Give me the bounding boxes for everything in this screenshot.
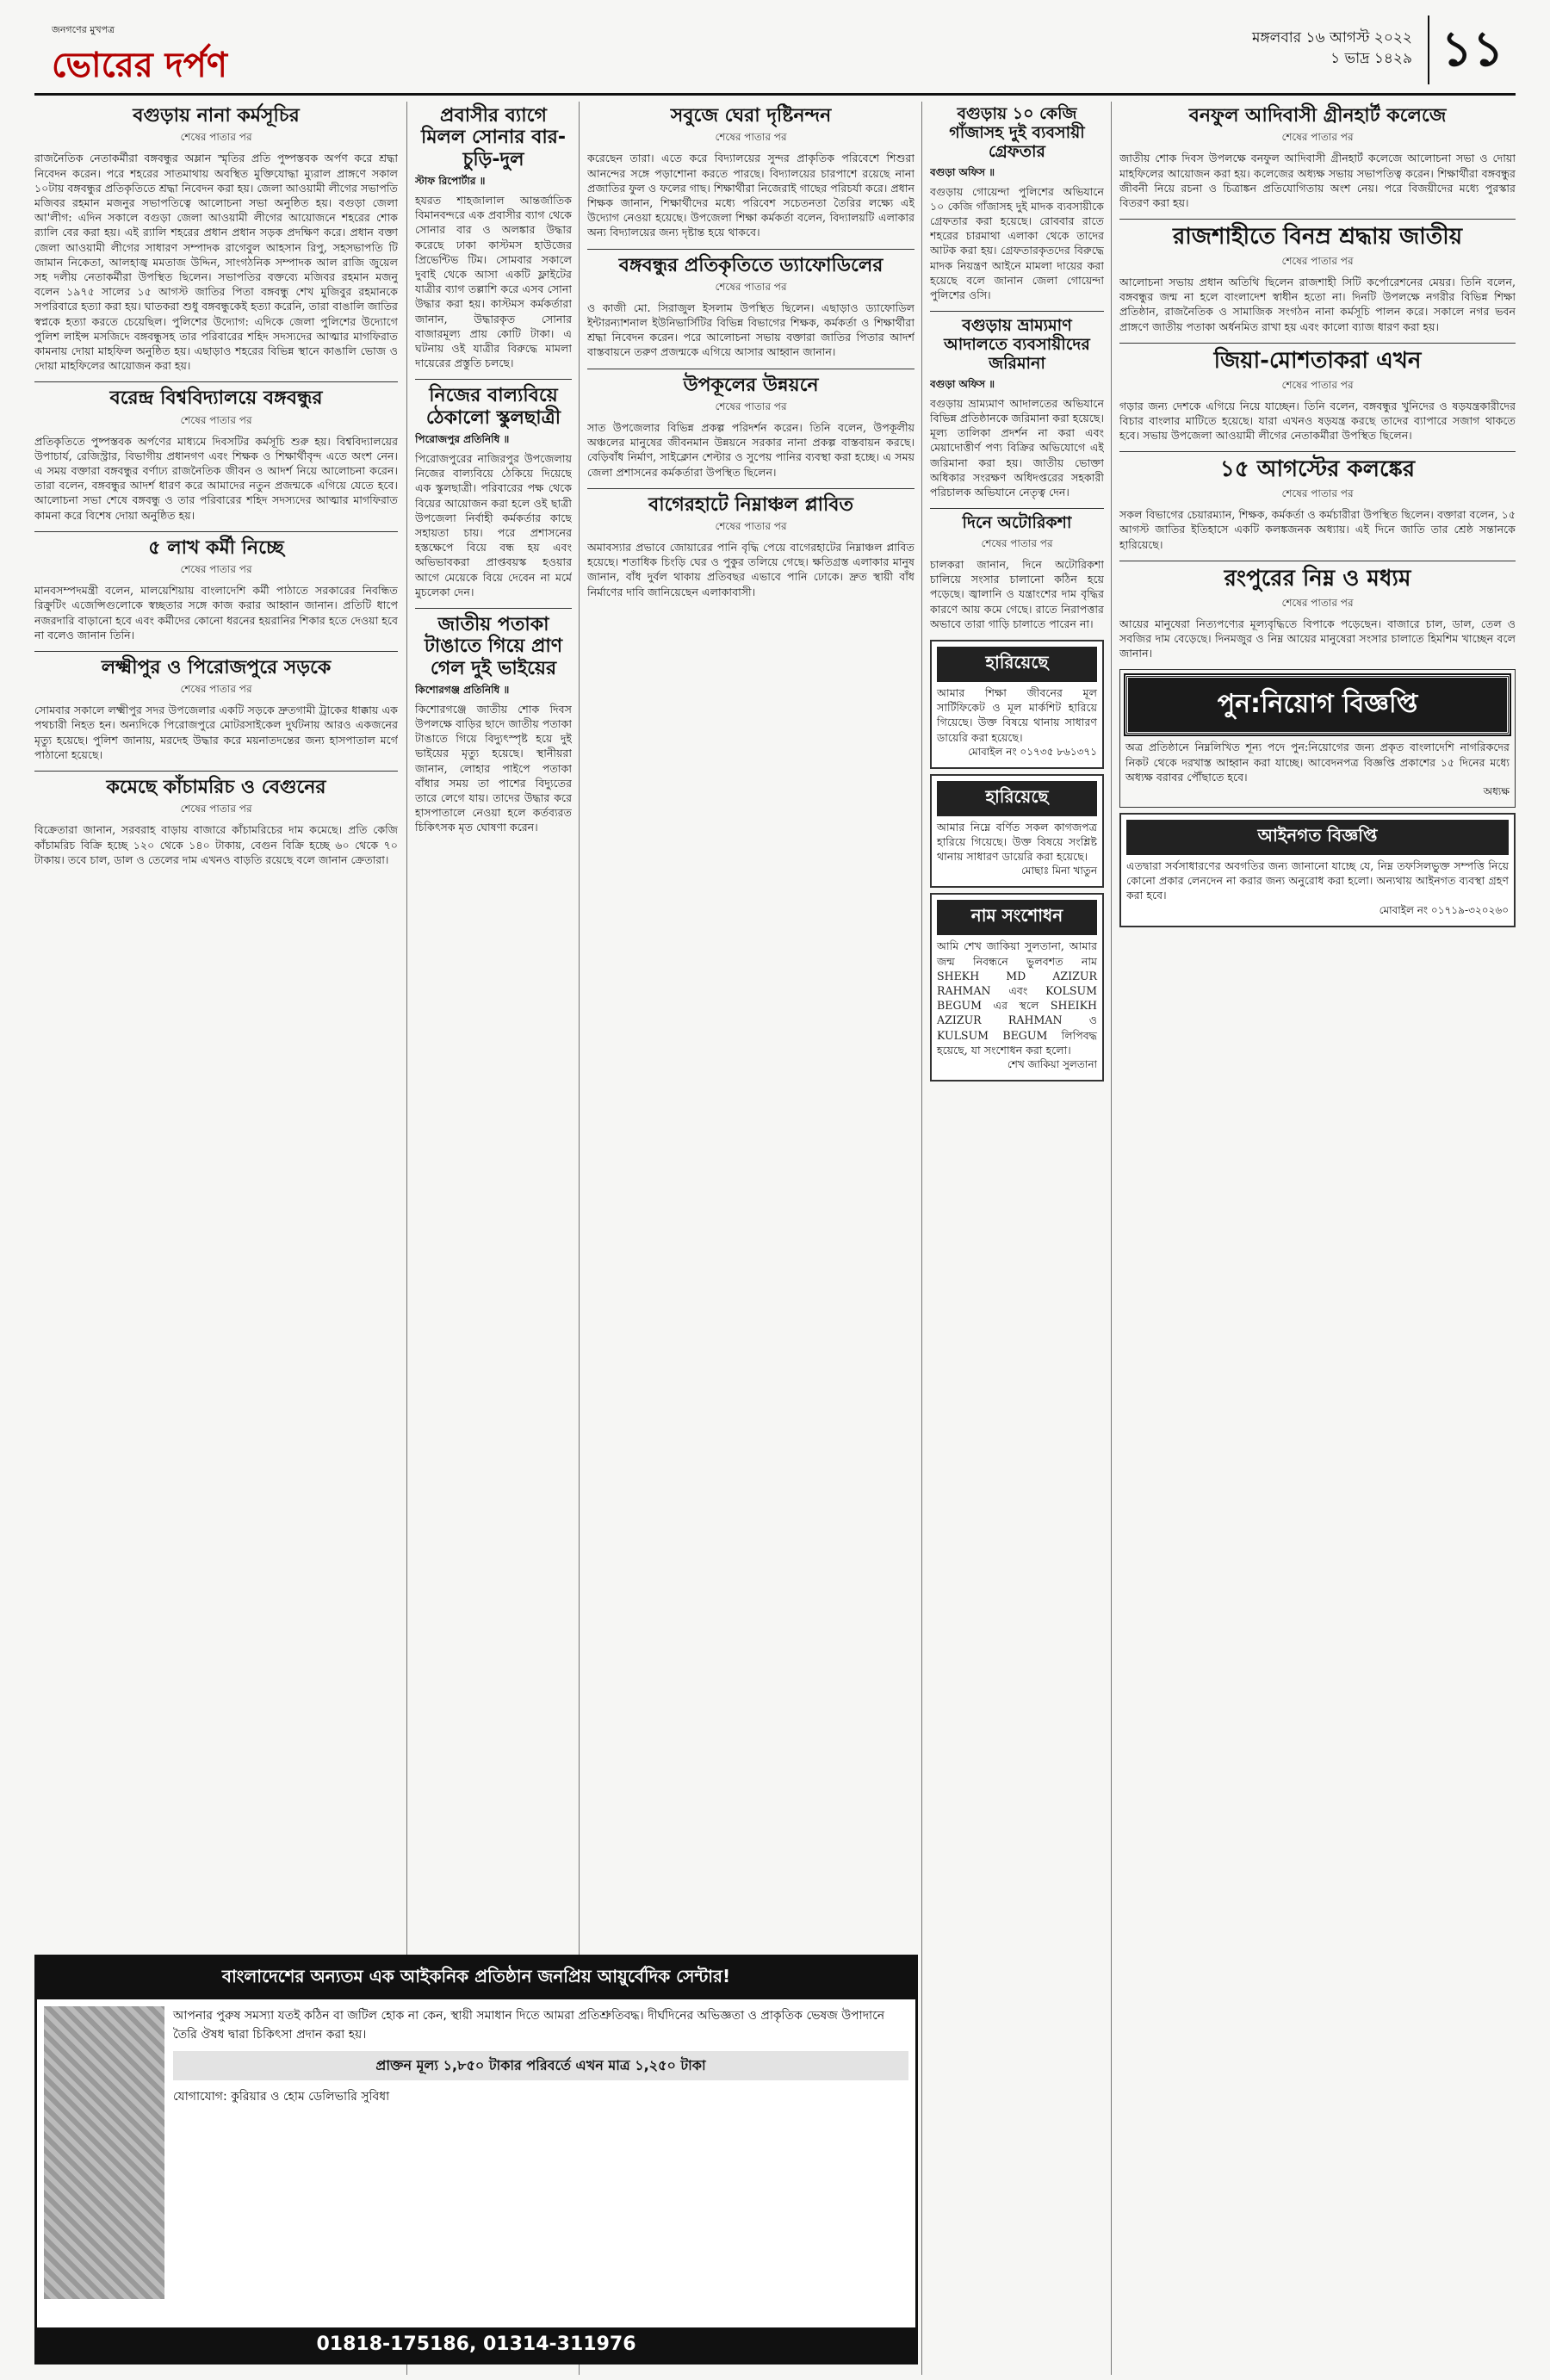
divider	[415, 608, 572, 609]
headline: প্রবাসীর ব্যাগে মিলল সোনার বার-চুড়ি-দুল	[421, 105, 566, 170]
headline: বরেন্দ্র বিশ্ববিদ্যালয়ে বঙ্গবন্ধুর	[109, 387, 323, 410]
logo-tagline: জনগণের মুখপত্র	[52, 24, 115, 35]
story-flag-tragedy	[415, 614, 572, 835]
story-body: মানবসম্পদমন্ত্রী বলেন, মালয়েশিয়ায় বাংলাদেশি কর্মী পাঠাতে সরকারের নিবন্ধিত রিক্রুটিং এজেন্সিগুলোকে স্বচ্ছতার সঙ্গে কাজ করার আহ্বান জানান। প্রতিটি ধাপে নজরদারি বাড়ানো হবে এবং কর্মীদের কোনো ধরনের হয়রানির শিকার হতে দেওয়া হবে না বলেও জানান তিনি।	[34, 584, 398, 641]
divider	[415, 379, 572, 380]
column-rule	[1111, 102, 1112, 2375]
byline: বগুড়া অফিস ॥	[930, 377, 995, 390]
ad-phone-numbers[interactable]: 01818-175186, 01314-311976	[37, 2327, 915, 2362]
lost-notice-1	[930, 640, 1104, 769]
story-body: সকল বিভাগের চেয়ারম্যান, শিক্ষক, কর্মকর্তা ও কর্মচারীরা উপস্থিত ছিলেন। বক্তারা বলেন, ১৫ আগস্ট জাতির ইতিহাসে একটি কলঙ্কজনক অধ্যায়। এই দিনে জাতি তার শ্রেষ্ঠ সন্তানকে হারিয়েছে।	[1119, 508, 1516, 551]
headline: রংপুরের নিম্ন ও মধ্যম	[1224, 565, 1411, 592]
date-gregorian: মঙ্গলবার ১৬ আগস্ট ২০২২	[1251, 29, 1412, 46]
divider	[587, 488, 914, 489]
story-body: চালকরা জানান, দিনে অটোরিকশা চালিয়ে সংসার চালানো কঠিন হয়ে পড়েছে। জ্বালানি ও যন্ত্রাংশের দাম বৃদ্ধির কারণে আয় কমে গেছে। রাতে নিরাপত্তার অভাবে তারা গাড়ি চালাতে পারেন না।	[930, 557, 1104, 630]
continued-label: শেষের পাতার পর	[715, 131, 787, 144]
headline: বাগেরহাটে নিম্নাঞ্চল প্লাবিত	[648, 493, 854, 516]
headline: উপকূলের উন্নয়নে	[683, 374, 819, 396]
story-market-prices	[34, 777, 398, 867]
headline: লক্ষ্মীপুর ও পিরোজপুরে সড়কে	[101, 656, 332, 679]
lost-notice-2	[930, 774, 1104, 889]
headline: দিনে অটোরিকশা	[962, 513, 1072, 533]
ad-text	[173, 2006, 908, 2299]
masthead	[34, 15, 1516, 96]
story-body: আলোচনা সভায় প্রধান অতিথি ছিলেন রাজশাহী সিটি কর্পোরেশনের মেয়র। তিনি বলেন, বঙ্গবন্ধুর জন্ম না হলে বাংলাদেশ স্বাধীন হতো না। দিনটি উপলক্ষে নগরীর বিভিন্ন শিক্ষা প্রতিষ্ঠান, রাজনৈতিক ও সামাজিক সংগঠন নানা কর্মসূচি পালন করে। সকালে নগর ভবন প্রাঙ্গণে জাতীয় পতাকা অর্ধনমিত রাখা হয় এবং কালো ব্যাজ ধারণ করা হয়।	[1119, 276, 1516, 333]
column-2	[415, 102, 572, 1944]
story-workers	[34, 537, 398, 642]
headline: নিজের বাল্যবিয়ে ঠেকালো স্কুলছাত্রী	[425, 385, 561, 429]
headline: ১৫ আগস্টের কলঙ্কের	[1219, 456, 1416, 483]
story-autorickshaw	[930, 514, 1104, 631]
divider	[34, 651, 398, 652]
story-daffodil	[587, 255, 914, 360]
divider	[1119, 343, 1516, 344]
notice-title: হারিয়েছে	[937, 781, 1097, 816]
notice-sign: শেখ জাকিয়া সুলতানা	[1007, 1058, 1097, 1071]
headline: জিয়া-মোশতাকরা এখন	[1213, 347, 1422, 374]
continued-label: শেষের পাতার পর	[180, 413, 252, 426]
story-body: সাত উপজেলার বিভিন্ন প্রকল্প পরিদর্শন করেন। তিনি বলেন, উপকূলীয় অঞ্চলের মানুষের জীবনমান উন্নয়নে সরকার নানা প্রকল্প বাস্তবায়ন করছে। বেড়িবাঁধ নির্মাণ, সাইক্লোন শেল্টার ও সুপেয় পানির ব্যবস্থা করা হচ্ছে। এ সময় জেলা প্রশাসনের কর্মকর্তারা উপস্থিত ছিলেন।	[587, 420, 914, 479]
newspaper-name: ভোরের দর্পণ	[52, 46, 227, 85]
continued-label: শেষের পাতার পর	[180, 131, 252, 144]
notice-body: আমার নিম্নে বর্ণিত সকল কাগজপত্র হারিয়ে গিয়েছে। উক্ত বিষয়ে সংশ্লিষ্ট থানায় সাধারণ ডায়েরি করা হয়েছে।	[937, 820, 1097, 864]
story-body: পিরোজপুরের নাজিরপুর উপজেলায় নিজের বাল্যবিয়ে ঠেকিয়ে দিয়েছে এক স্কুলছাত্রী। পরিবারের পক্ষ থেকে বিয়ের আয়োজন করা হলে ওই ছাত্রী উপজেলা নির্বাহী কর্মকর্তার কাছে সহায়তা চায়। পরে প্রশাসনের হস্তক্ষেপে বিয়ে বন্ধ হয় এবং অভিভাবকরা প্রাপ্তবয়স্ক হওয়ার আগে মেয়েকে বিয়ে দেবেন না মর্মে মুচলেকা দেন।	[415, 451, 572, 598]
page-number: ১১	[1428, 15, 1516, 84]
story-body: প্রতিকৃতিতে পুষ্পস্তবক অর্পণের মাধ্যমে দিবসটির কর্মসূচি শুরু হয়। বিশ্ববিদ্যালয়ের উপাচার্য, রেজিস্ট্রার, বিভাগীয় প্রধানগণ এবং শিক্ষক ও শিক্ষার্থীবৃন্দ এতে অংশ নেন। এ সময় বক্তারা বঙ্গবন্ধুর বর্ণাঢ্য রাজনৈতিক জীবন ও আদর্শ নিয়ে আলোচনা করেন। তারা বলেন, বঙ্গবন্ধুর আদর্শ ধারণ করে আমাদের নতুন প্রজন্মকে এগিয়ে যেতে হবে। আলোচনা সভা শেষে বঙ্গবন্ধু ও তার পরিবারের শহিদ সদস্যদের আত্মার মাগফিরাত কামনা করে বিশেষ দোয়া অনুষ্ঠিত হয়।	[34, 434, 398, 522]
story-bagerhat-flood	[587, 494, 914, 599]
byline: বগুড়া অফিস ॥	[930, 165, 995, 178]
story-bogura-programs	[34, 105, 398, 373]
continued-label: শেষের পাতার পর	[180, 683, 252, 696]
headline: বগুড়ায় ভ্রাম্যমাণ আদালতে ব্যবসায়ীদের জরিমানা	[944, 316, 1090, 373]
ad-image	[44, 2006, 164, 2299]
notice-title: আইনগত বিজ্ঞপ্তি	[1126, 820, 1509, 855]
divider	[1119, 451, 1516, 452]
divider	[1119, 219, 1516, 220]
column-rule	[921, 102, 922, 2375]
continued-label: শেষের পাতার পর	[1281, 255, 1354, 267]
reappointment-notice	[1119, 669, 1516, 808]
continued-label: শেষের পাতার পর	[981, 536, 1053, 549]
name-correction-notice	[930, 893, 1104, 1082]
continued-label: শেষের পাতার পর	[1281, 378, 1354, 391]
story-body: অমাবস্যার প্রভাবে জোয়ারের পানি বৃদ্ধি পেয়ে বাগেরহাটের নিম্নাঞ্চল প্লাবিত হয়েছে। শতাধিক চিংড়ি ঘের ও পুকুর তলিয়ে গেছে। ক্ষতিগ্রস্ত এলাকার মানুষ জানান, বাঁধ দুর্বল থাকায় প্রতিবছর এভাবে পানি ঢোকে। দ্রুত স্থায়ী বাঁধ নির্মাণের দাবি জানিয়েছেন এলাকাবাসী।	[587, 541, 914, 598]
continued-label: শেষের পাতার পর	[715, 520, 787, 533]
headline: রাজশাহীতে বিনম্র শ্রদ্ধায় জাতীয়	[1172, 224, 1463, 251]
story-body: হযরত শাহজালাল আন্তর্জাতিক বিমানবন্দরে এক প্রবাসীর ব্যাগ থেকে সোনার বার ও অলঙ্কার উদ্ধার করেছে ঢাকা কাস্টমস হাউজের প্রিভেন্টিভ টিম। সোমবার সকালে দুবাই থেকে আসা একটি ফ্লাইটের যাত্রীর ব্যাগ তল্লাশি করে এসব সোনা উদ্ধার করা হয়। কাস্টমস কর্মকর্তারা জানান, উদ্ধারকৃত সোনার বাজারমূল্য প্রায় কোটি টাকা। এ ঘটনায় ওই যাত্রীর বিরুদ্ধে মামলা দায়েরের প্রস্তুতি চলছে।	[415, 193, 572, 370]
notice-sign: অধ্যক্ষ	[1483, 784, 1510, 797]
story-body: ও কাজী মো. সিরাজুল ইসলাম উপস্থিত ছিলেন। এছাড়াও ড্যাফোডিল ইন্টারন্যাশনাল ইউনিভার্সিটির বিভিন্ন বিভাগের শিক্ষক, কর্মকর্তা ও শিক্ষার্থীরা শ্রদ্ধা নিবেদন করেন। পরে আলোচনা সভায় বক্তারা জাতির পিতার আদর্শ বাস্তবায়নে তরুণ প্রজন্মকে এগিয়ে আসার আহ্বান জানান।	[587, 301, 914, 359]
date-bengali: ১ ভাদ্র ১৪২৯	[1330, 50, 1412, 67]
notice-sign: মোছাঃ মিনা খাতুন	[1020, 865, 1097, 877]
story-body: জাতীয় শোক দিবস উপলক্ষে বনফুল আদিবাসী গ্রীনহার্ট কলেজে আলোচনা সভা ও দোয়া মাহফিলের আয়োজন করা হয়। কলেজের অধ্যক্ষ সভায় সভাপতিত্ব করেন। শিক্ষার্থীরা বঙ্গবন্ধুর জীবনী নিয়ে রচনা ও চিত্রাঙ্কন প্রতিযোগিতায় অংশ নেয়। পরে বিজয়ীদের মধ্যে পুরস্কার বিতরণ করা হয়।	[1119, 152, 1516, 209]
divider	[587, 249, 914, 250]
story-body: বগুড়ায় গোয়েন্দা পুলিশের অভিযানে ১০ কেজি গাঁজাসহ দুই মাদক ব্যবসায়ীকে গ্রেফতার করা হয়েছে। রোববার রাতে শহরের চারমাথা এলাকা থেকে তাদের আটক করা হয়। গ্রেফতারকৃতদের বিরুদ্ধে মাদক নিয়ন্ত্রণ আইনে মামলা দায়ের করা হয়েছে বলে জানান জেলা গোয়েন্দা পুলিশের ওসি।	[930, 184, 1104, 301]
story-rajshahi	[1119, 225, 1516, 334]
divider	[34, 381, 398, 382]
continued-label: শেষের পাতার পর	[1281, 596, 1354, 609]
notice-body: এতদ্বারা সর্বসাধারণের অবগতির জন্য জানানো যাচ্ছে যে, নিম্ন তফসিলভুক্ত সম্পত্তি নিয়ে কোনো প্রকার লেনদেন না করার জন্য অনুরোধ করা হলো। অন্যথায় আইনগত ব্যবস্থা গ্রহণ করা হবে।	[1126, 858, 1509, 902]
ad-price: প্রাক্তন মূল্য ১,৮৫০ টাকার পরিবর্তে এখন মাত্র ১,২৫০ টাকা	[173, 2051, 908, 2080]
story-body: আয়ের মানুষেরা নিত্যপণ্যের মূল্যবৃদ্ধিতে বিপাকে পড়েছেন। বাজারে চাল, ডাল, তেল ও সবজির দাম বেড়েছে। দিনমজুর ও নিম্ন আয়ের মানুষেরা সংসার চালাতে হিমশিম খাচ্ছেন বলে জানান।	[1119, 617, 1516, 660]
headline: ৫ লাখ কর্মী নিচ্ছে	[148, 536, 284, 559]
headline: বঙ্গবন্ধুর প্রতিকৃতিতে ড্যাফোডিলের	[618, 254, 884, 276]
ad-contact: যোগাযোগ: কুরিয়ার ও হোম ডেলিভারি সুবিধা	[173, 2090, 390, 2104]
ad-title: বাংলাদেশের অন্যতম এক আইকনিক প্রতিষ্ঠান জনপ্রিয় আয়ুর্বেদিক সেন্টার!	[37, 1957, 915, 1999]
story-body: গড়ার জন্য দেশকে এগিয়ে নিয়ে যাচ্ছেন। তিনি বলেন, বঙ্গবন্ধুর খুনিদের ও ষড়যন্ত্রকারীদের বিচার বাংলার মাটিতে হয়েছে। যারা এখনও ষড়যন্ত্র করছে তাদের ব্যাপারে সজাগ থাকতে হবে। সভায় উপজেলা আওয়ামী লীগের নেতাকর্মীরা উপস্থিত ছিলেন।	[1119, 399, 1516, 443]
story-green-school	[587, 105, 914, 240]
story-barendra-university	[34, 387, 398, 523]
column-4	[930, 102, 1104, 2375]
continued-label: শেষের পাতার পর	[715, 280, 787, 293]
notice-sign: মোবাইল নং ০১৭৩৫ ৮৬১৩৭১	[968, 745, 1097, 758]
continued-label: শেষের পাতার পর	[1281, 131, 1354, 144]
divider	[930, 311, 1104, 312]
column-5	[1119, 102, 1516, 2375]
notice-title: নাম সংশোধন	[937, 900, 1097, 935]
headline: সবুজে ঘেরা দৃষ্টিনন্দন	[670, 105, 832, 127]
ad-description: আপনার পুরুষ সমস্যা যতই কঠিন বা জটিল হোক না কেন, স্থায়ী সমাধান দিতে আমরা প্রতিশ্রুতিবদ্ধ। দীর্ঘদিনের অভিজ্ঞতা ও প্রাকৃতিক ভেষজ উপাদানে তৈরি ঔষধ দ্বারা চিকিৎসা প্রদান করা হয়।	[173, 2009, 885, 2042]
story-august-15	[1119, 457, 1516, 552]
story-road-accidents	[34, 657, 398, 762]
column-1	[34, 102, 398, 1944]
continued-label: শেষের পাতার পর	[180, 563, 252, 576]
story-body: বিক্রেতারা জানান, সরবরাহ বাড়ায় বাজারে কাঁচামরিচের দাম কমেছে। প্রতি কেজি কাঁচামরিচ বিক্রি হচ্ছে ১২০ থেকে ১৪০ টাকায়, বেগুন বিক্রি হচ্ছে ৬০ থেকে ৭০ টাকায়। তবে চাল, ডাল ও তেলের দাম এখনও বাড়তি রয়েছে বলে জানান ক্রেতারা।	[34, 823, 398, 866]
notice-body: অত্র প্রতিষ্ঠানে নিম্নলিখিত শূন্য পদে পুন:নিয়োগের জন্য প্রকৃত বাংলাদেশি নাগরিকদের নিকট থেকে দরখাস্ত আহ্বান করা যাচ্ছে। আবেদনপত্র বিজ্ঞপ্তি প্রকাশের ১৫ দিনের মধ্যে অধ্যক্ষ বরাবর পৌঁছাতে হবে।	[1125, 741, 1510, 784]
byline: পিরোজপুর প্রতিনিধি ॥	[415, 432, 510, 445]
byline: স্টাফ রিপোর্টার ॥	[415, 174, 486, 187]
notice-title: পুন:নিয়োগ বিজ্ঞপ্তি	[1125, 675, 1510, 734]
divider	[930, 508, 1104, 509]
story-coastal	[587, 375, 914, 480]
notice-body: আমার শিক্ষা জীবনের মূল সার্টিফিকেট ও মূল মার্কশিট হারিয়ে গিয়েছে। উক্ত বিষয়ে থানায় সাধারণ ডায়েরি করা হয়েছে।	[937, 685, 1097, 744]
ad-content	[37, 1999, 915, 2306]
story-gold-bag	[415, 105, 572, 370]
story-ganja-arrest	[930, 105, 1104, 302]
story-body: বগুড়ায় ভ্রাম্যমাণ আদালতের অভিযানে বিভিন্ন প্রতিষ্ঠানকে জরিমানা করা হয়েছে। মূল্য তালিকা প্রদর্শন না করা এবং মেয়াদোত্তীর্ণ পণ্য বিক্রির অভিযোগে এই জরিমানা করা হয়। জাতীয় ভোক্তা অধিকার সংরক্ষণ অধিদপ্তরের সহকারী পরিচালক অভিযানে নেতৃত্ব দেন।	[930, 396, 1104, 499]
continued-label: শেষের পাতার পর	[1281, 487, 1354, 500]
headline: বগুড়ায় ১০ কেজি গাঁজাসহ দুই ব্যবসায়ী গ্রেফতার	[949, 104, 1085, 161]
story-body: কিশোরগঞ্জে জাতীয় শোক দিবস উপলক্ষে বাড়ির ছাদে জাতীয় পতাকা টাঙাতে গিয়ে বিদ্যুৎস্পৃষ্ট হয়ে দুই ভাইয়ের মৃত্যু হয়েছে। স্থানীয়রা জানান, লোহার পাইপে পতাকা বাঁধার সময় তা পাশের বিদ্যুতের তারে লেগে যায়। তাদের উদ্ধার করে হাসপাতালে নেওয়া হলে কর্তব্যরত চিকিৎসক মৃত ঘোষণা করেন।	[415, 702, 572, 834]
divider	[34, 531, 398, 532]
dateline	[1252, 28, 1412, 69]
story-mobile-court	[930, 317, 1104, 499]
notice-title: হারিয়েছে	[937, 647, 1097, 682]
divider	[34, 771, 398, 772]
story-child-marriage	[415, 385, 572, 599]
legal-notice	[1119, 813, 1516, 927]
story-zia-mushtaq	[1119, 349, 1516, 443]
byline: কিশোরগঞ্জ প্রতিনিধি ॥	[415, 683, 510, 696]
advertisement[interactable]	[34, 1955, 918, 2365]
headline: বগুড়ায় নানা কর্মসূচির	[133, 105, 300, 127]
continued-label: শেষের পাতার পর	[180, 803, 252, 815]
notice-body: আমি শেখ জাকিয়া সুলতানা, আমার জন্ম নিবন্ধনে ভুলবশত নাম SHEKH MD AZIZUR RAHMAN এবং KOLSUM BEGUM এর স্থলে SHEIKH AZIZUR RAHMAN ও KULSUM BEGUM লিপিবদ্ধ হয়েছে, যা সংশোধন করা হলো।	[937, 939, 1097, 1057]
headline: কমেছে কাঁচামরিচ ও বেগুনের	[106, 777, 326, 799]
continued-label: শেষের পাতার পর	[715, 400, 787, 412]
headline: জাতীয় পতাকা টাঙাতে গিয়ে প্রাণ গেল দুই ভাইয়ের	[424, 613, 563, 679]
headline: বনফুল আদিবাসী গ্রীনহার্ট কলেজে	[1188, 105, 1447, 127]
story-body: করেছেন তারা। এতে করে বিদ্যালয়ের সুন্দর প্রাকৃতিক পরিবেশে শিশুরা আনন্দের সঙ্গে পড়াশোনা করতে পারছে। বিদ্যালয়ের চারপাশে রয়েছে নানা প্রজাতির ফুল ও ফলের গাছ। শিক্ষার্থীরা নিজেরাই গাছের পরিচর্যা করে। প্রধান শিক্ষক জানান, শিক্ষার্থীদের মধ্যে পরিবেশ সচেতনতা তৈরির লক্ষ্যে এই উদ্যোগ নেওয়া হয়েছে। উপজেলা শিক্ষা কর্মকর্তা বলেন, বিদ্যালয়টি এলাকার অন্য বিদ্যালয়ের জন্য দৃষ্টান্ত হয়ে থাকবে।	[587, 152, 914, 239]
newspaper-logo	[34, 15, 319, 84]
notice-sign: মোবাইল নং ০১৭১৯-৩২০২৬০	[1379, 903, 1509, 916]
story-rangpur	[1119, 567, 1516, 661]
story-body: সোমবার সকালে লক্ষ্মীপুর সদর উপজেলার একটি সড়কে দ্রুতগামী ট্রাকের ধাক্কায় এক পথচারী নিহত হন। অন্যদিকে পিরোজপুরে মোটরসাইকেল দুর্ঘটনায় আরও একজনের মৃত্যু হয়েছে। পুলিশ জানায়, মরদেহ উদ্ধার করে ময়নাতদন্তের জন্য হাসপাতাল মর্গে পাঠানো হয়েছে।	[34, 703, 398, 761]
story-bonphul-college	[1119, 105, 1516, 210]
story-body: রাজনৈতিক নেতাকর্মীরা বঙ্গবন্ধুর অম্লান স্মৃতির প্রতি পুষ্পস্তবক অর্পণ করে শ্রদ্ধা নিবেদন করেন। পরে শহরের সাতমাথায় অবস্থিত মুক্তিযোদ্ধা ম্যুরাল প্রাঙ্গণে সকাল ১০টায় বঙ্গবন্ধুর প্রতিকৃতিতে শ্রদ্ধা নিবেদন করা হয়। জেলা আওয়ামী লীগের সভাপতি মজিবর রহমান মজনুর সভাপতিত্বে আলোচনা সভা অনুষ্ঠিত হয়। বগুড়া জেলা আ'লীগ: এদিন সকালে বগুড়া জেলা আওয়ামী লীগের আয়োজনে শহরের শোক র‌্যালি বের করা হয়। এই র‌্যালি শহরের প্রধান প্রধান সড়ক প্রদক্ষিণ করে। প্রধান বক্তা জেলা আওয়ামী লীগের সাধারণ সম্পাদক রাগেবুল আহসান রিপু, সহসভাপতি টি জামান নিকেতা, আলহাজ্ব মমতাজ উদ্দিন, সাংগঠনিক সম্পাদক আল রাজি জুয়েল সহ দলীয় নেতাকর্মীরা উপস্থিত ছিলেন। সভাপতির বক্তব্যে মজিবর রহমান মজনু বলেন ১৯৭৫ সালের ১৫ আগস্ট জাতির পিতা বঙ্গবন্ধু শেখ মুজিবুর রহমানকে সপরিবারে হত্যা করা হয়। ঘাতকরা শুধু বঙ্গবন্ধুকেই হত্যা করেনি, তারা বাঙালি জাতির স্বপ্নকে হত্যা করতে চেয়েছিল। পুলিশের উদ্যোগ: এদিকে জেলা পুলিশের উদ্যোগে পুলিশ লাইন্স মসজিদে বঙ্গবন্ধুসহ তার পরিবারের শহিদ সদস্যদের আত্মার মাগফিরাত কামনায় দোয়া মাহফিল অনুষ্ঠিত হয়। এছাড়াও শহরের বিভিন্ন স্থানে কাঙালি ভোজ ও দোয়া মাহফিলের আয়োজন করা হয়।	[34, 152, 398, 373]
